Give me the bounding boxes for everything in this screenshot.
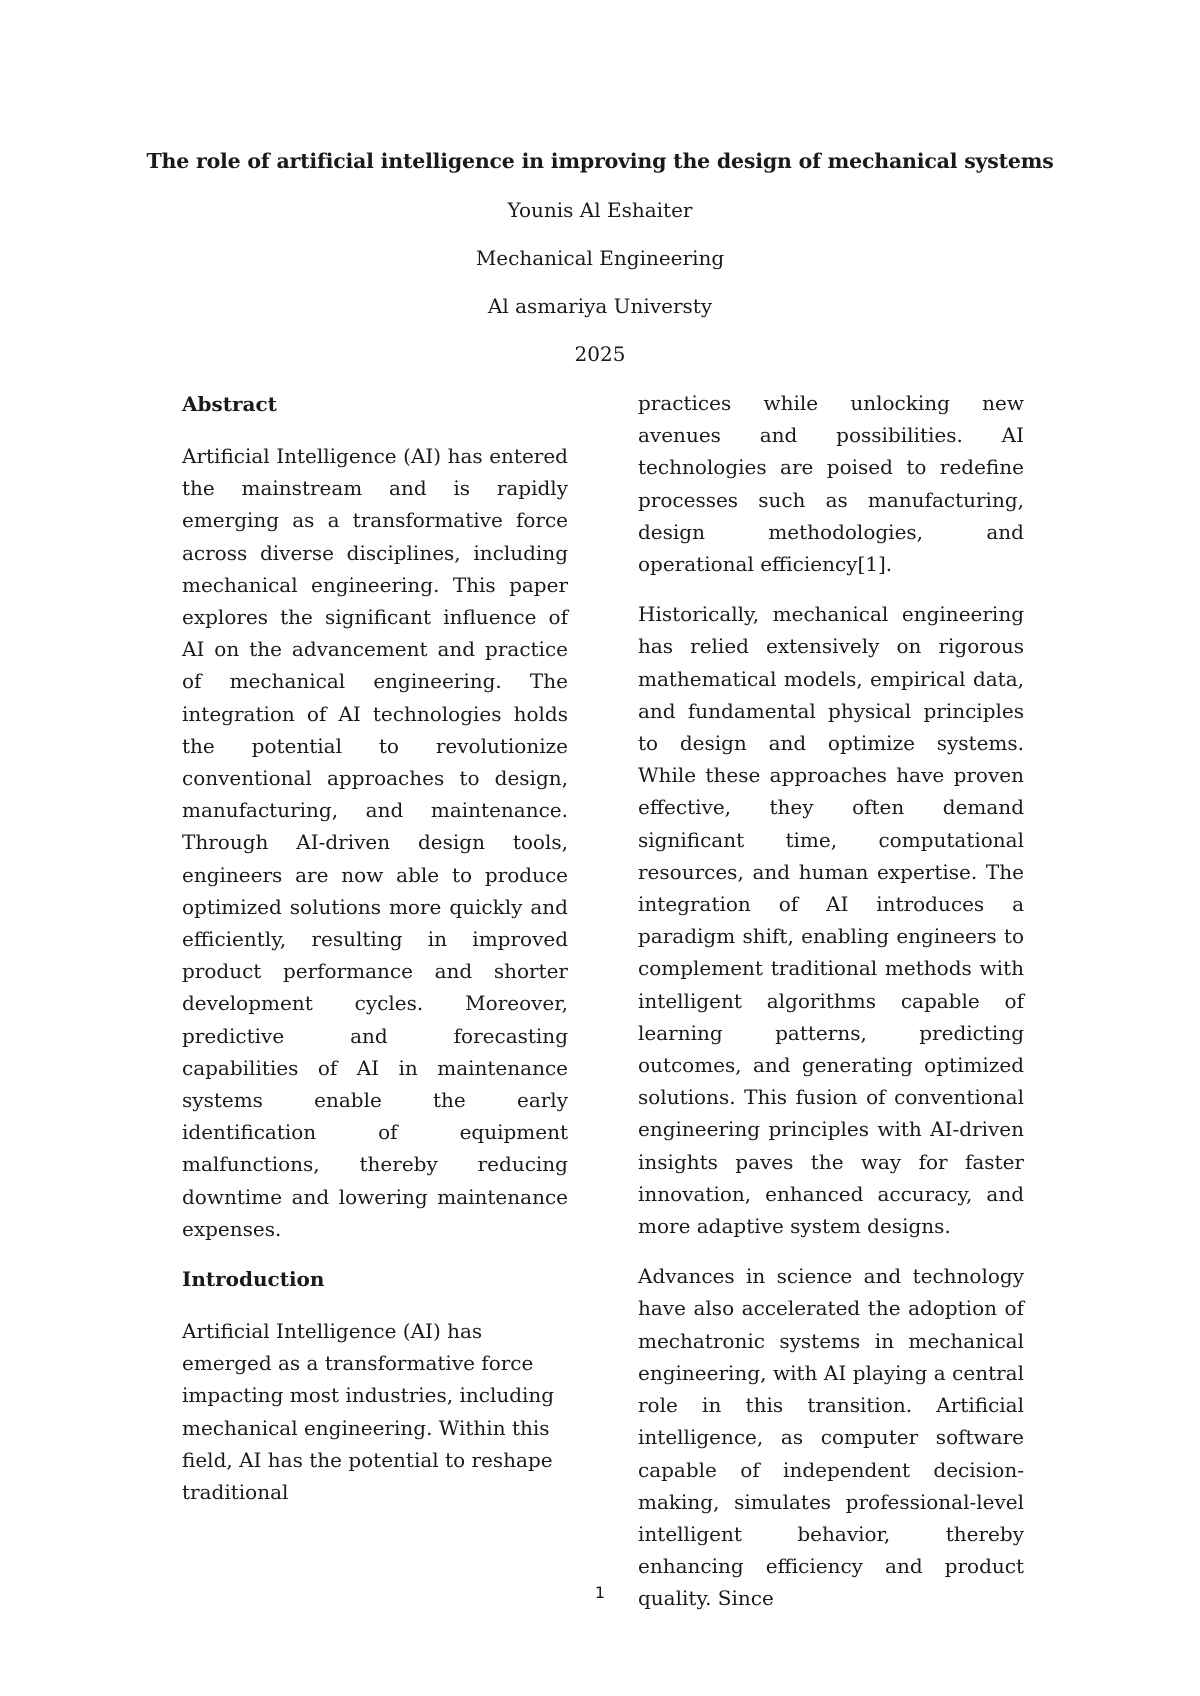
author-name: Younis Al Eshaiter <box>507 198 693 222</box>
author-department: Mechanical Engineering <box>475 246 725 270</box>
introduction-paragraph-3: Advances in science and technology have also accelerated the adoption of mechatronic systems in mechanical engineering, with AI playing a central role in this transition. Artificial intelligence, as computer software capable of independent decision-making, simulates professional-level intelligent behavior, thereby enhancing efficiency and product quality. Since <box>638 1264 1024 1611</box>
publication-year: 2025 <box>574 342 626 366</box>
paper-header <box>0 143 1200 384</box>
introduction-paragraph-1b: practices while unlocking new avenues and possibilities. AI technologies are poised to redefine processes such as manufacturing, design methodologies, and operational efficiency[1]. <box>638 391 1024 577</box>
paper-title: The role of artificial intelligence in improving the design of mechanical systems <box>146 149 1054 173</box>
page-number: 1 <box>594 1583 606 1602</box>
author-university: Al asmariya Universty <box>487 294 713 318</box>
abstract-heading: Abstract <box>182 392 277 416</box>
introduction-paragraph-1a: Artificial Intelligence (AI) has emerged as a transformative force impacting most industries, including mechanical engineering. Within this field, AI has the potential to reshape traditional <box>182 1319 555 1505</box>
introduction-paragraph-2: Historically, mechanical engineering has relied extensively on rigorous mathematical models, empirical data, and fundamental physical principles to design and optimize systems. While these approaches have proven effective, they often demand significant time, computational resources, and human expertise. The integration of AI introduces a paradigm shift, enabling engineers to complement traditional methods with intelligent algorithms capable of learning patterns, predicting outcomes, and generating optimized solutions. This fusion of conventional engineering principles with AI-driven insights paves the way for faster innovation, enhanced accuracy, and more adaptive system designs. <box>638 602 1024 1239</box>
abstract-paragraph: Artificial Intelligence (AI) has entered the mainstream and is rapidly emerging as a transformative force across diverse disciplines, including mechanical engineering. This paper explores the significant influence of AI on the advancement and practice of mechanical engineering. The integration of AI technologies holds the potential to revolutionize conventional approaches to design, manufacturing, and maintenance. Through AI-driven design tools, engineers are now able to produce optimized solutions more quickly and efficiently, resulting in improved product performance and shorter development cycles. Moreover, predictive and forecasting capabilities of AI in maintenance systems enable the early identification of equipment malfunctions, thereby reducing downtime and lowering maintenance expenses. <box>182 444 568 1241</box>
left-column <box>182 388 568 1526</box>
introduction-heading: Introduction <box>182 1267 325 1292</box>
right-column <box>638 387 1024 1633</box>
